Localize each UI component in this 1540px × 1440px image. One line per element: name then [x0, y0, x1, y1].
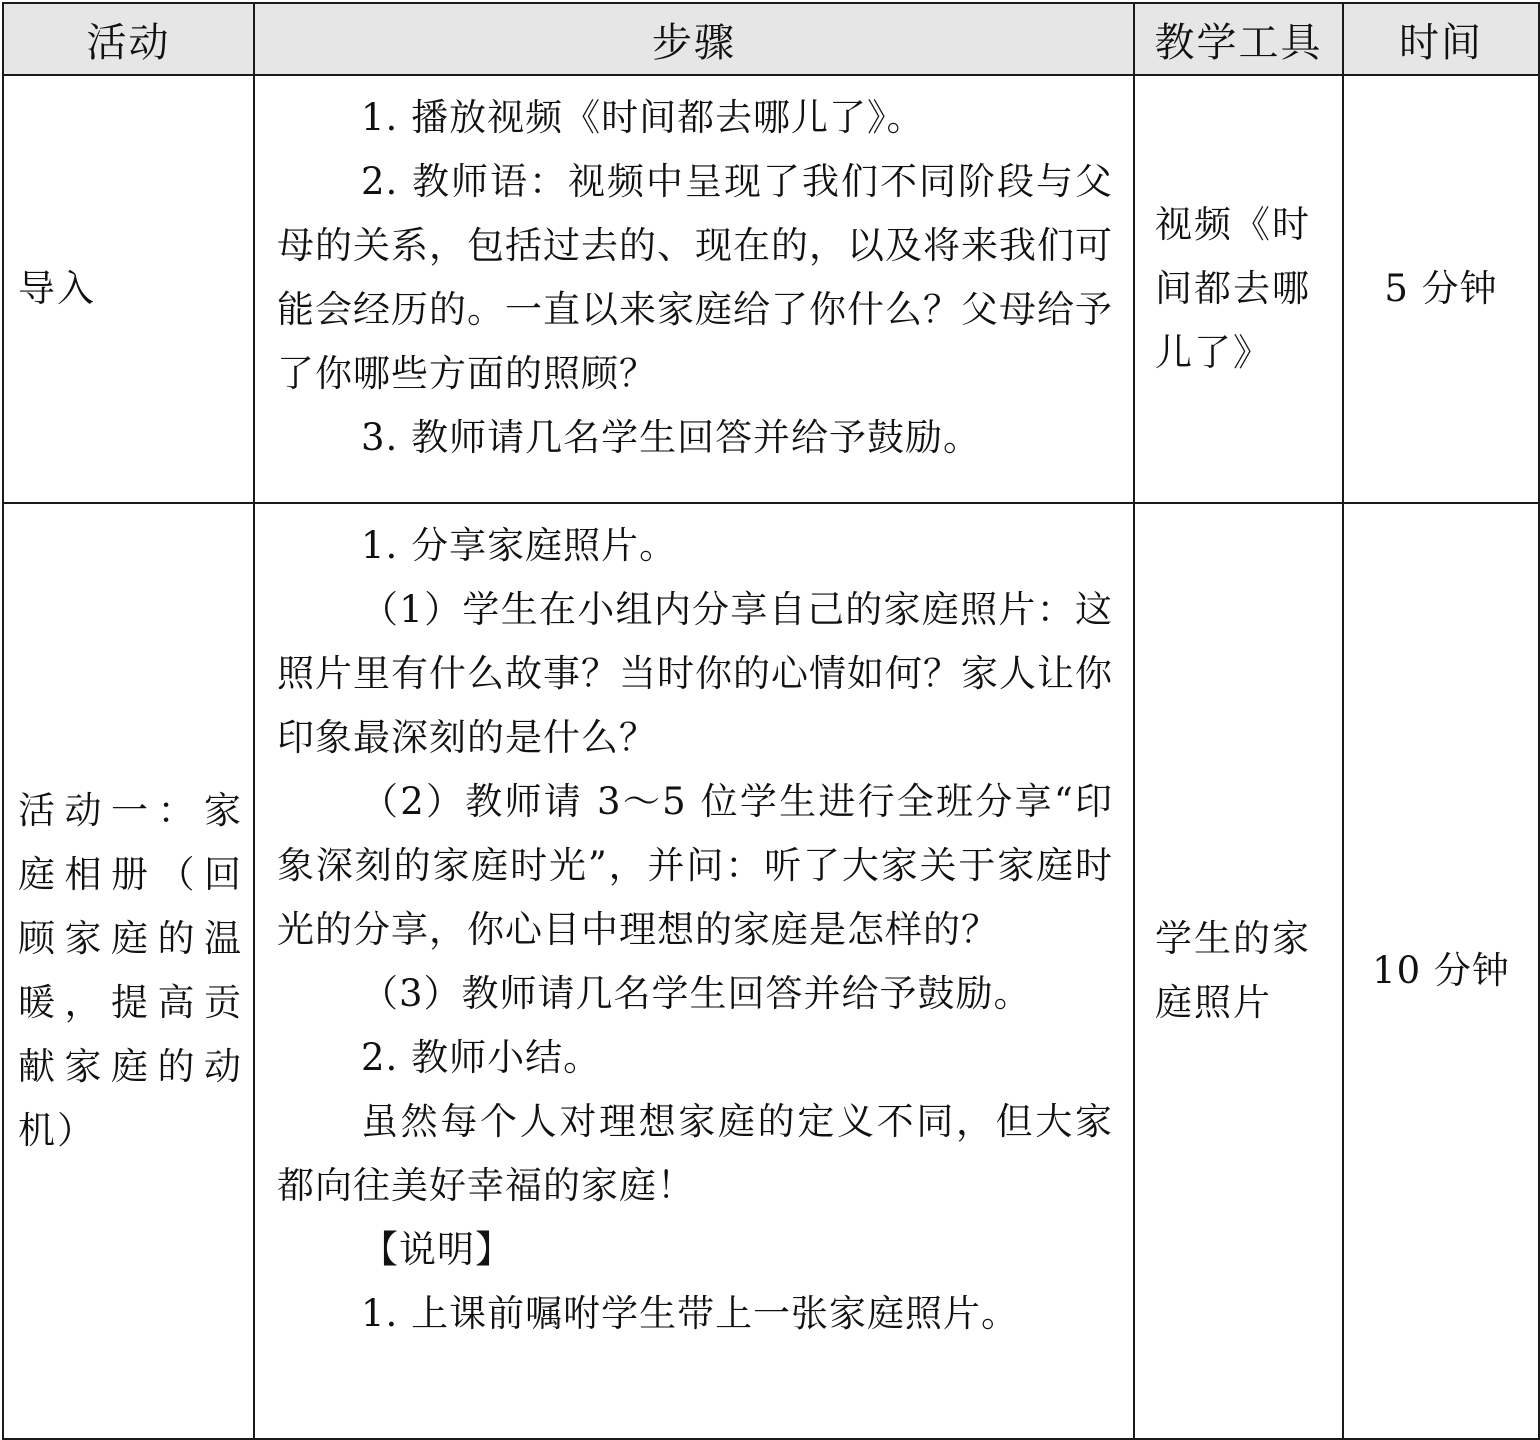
step-item: （3）教师请几名学生回答并给予鼓励。 [361, 972, 1032, 1015]
step-item: 2. 教师小结。 [361, 1036, 602, 1079]
tools-cell: 学生的家庭照片 [1134, 503, 1343, 1439]
step-item: 1. 分享家庭照片。 [361, 524, 678, 567]
step-item: 1. 上课前嘱咐学生带上一张家庭照片。 [361, 1292, 1020, 1335]
header-steps: 步骤 [254, 3, 1134, 75]
header-tools: 教学工具 [1134, 3, 1343, 75]
table-row-activity-one [3, 503, 1539, 1439]
steps-cell [254, 75, 1134, 503]
note-heading: 【说明】 [361, 1228, 513, 1271]
header-time: 时间 [1343, 3, 1539, 75]
header-row [3, 3, 1539, 75]
lesson-plan-table [2, 2, 1540, 1440]
steps-cell [254, 503, 1134, 1439]
step-item: 3. 教师请几名学生回答并给予鼓励。 [361, 416, 982, 459]
step-item: 2. 教师语：视频中呈现了我们不同阶段与父母的关系，包括过去的、现在的，以及将来我们可能会经历的。一直以来家庭给了你什么？父母给予了你哪些方面的照顾？ [277, 160, 1113, 395]
time-cell: 10 分钟 [1343, 503, 1539, 1439]
header-activity: 活动 [3, 3, 254, 75]
step-item: 虽然每个人对理想家庭的定义不同，但大家都向往美好幸福的家庭！ [277, 1100, 1113, 1207]
activity-cell: 活动一：家庭相册（回顾家庭的温暖，提高贡献家庭的动机） [3, 503, 254, 1439]
time-cell: 5 分钟 [1343, 75, 1539, 503]
activity-cell: 导入 [3, 75, 254, 503]
step-item: 1. 播放视频《时间都去哪儿了》。 [361, 96, 925, 139]
tools-cell: 视频《时间都去哪儿了》 [1134, 75, 1343, 503]
table-row-intro [3, 75, 1539, 503]
step-item: （1）学生在小组内分享自己的家庭照片：这照片里有什么故事？当时你的心情如何？家人让你印象最深刻的是什么？ [277, 588, 1113, 759]
step-item: （2）教师请 3～5 位学生进行全班分享“印象深刻的家庭时光”，并问：听了大家关于家庭时光的分享，你心目中理想的家庭是怎样的？ [277, 780, 1113, 951]
